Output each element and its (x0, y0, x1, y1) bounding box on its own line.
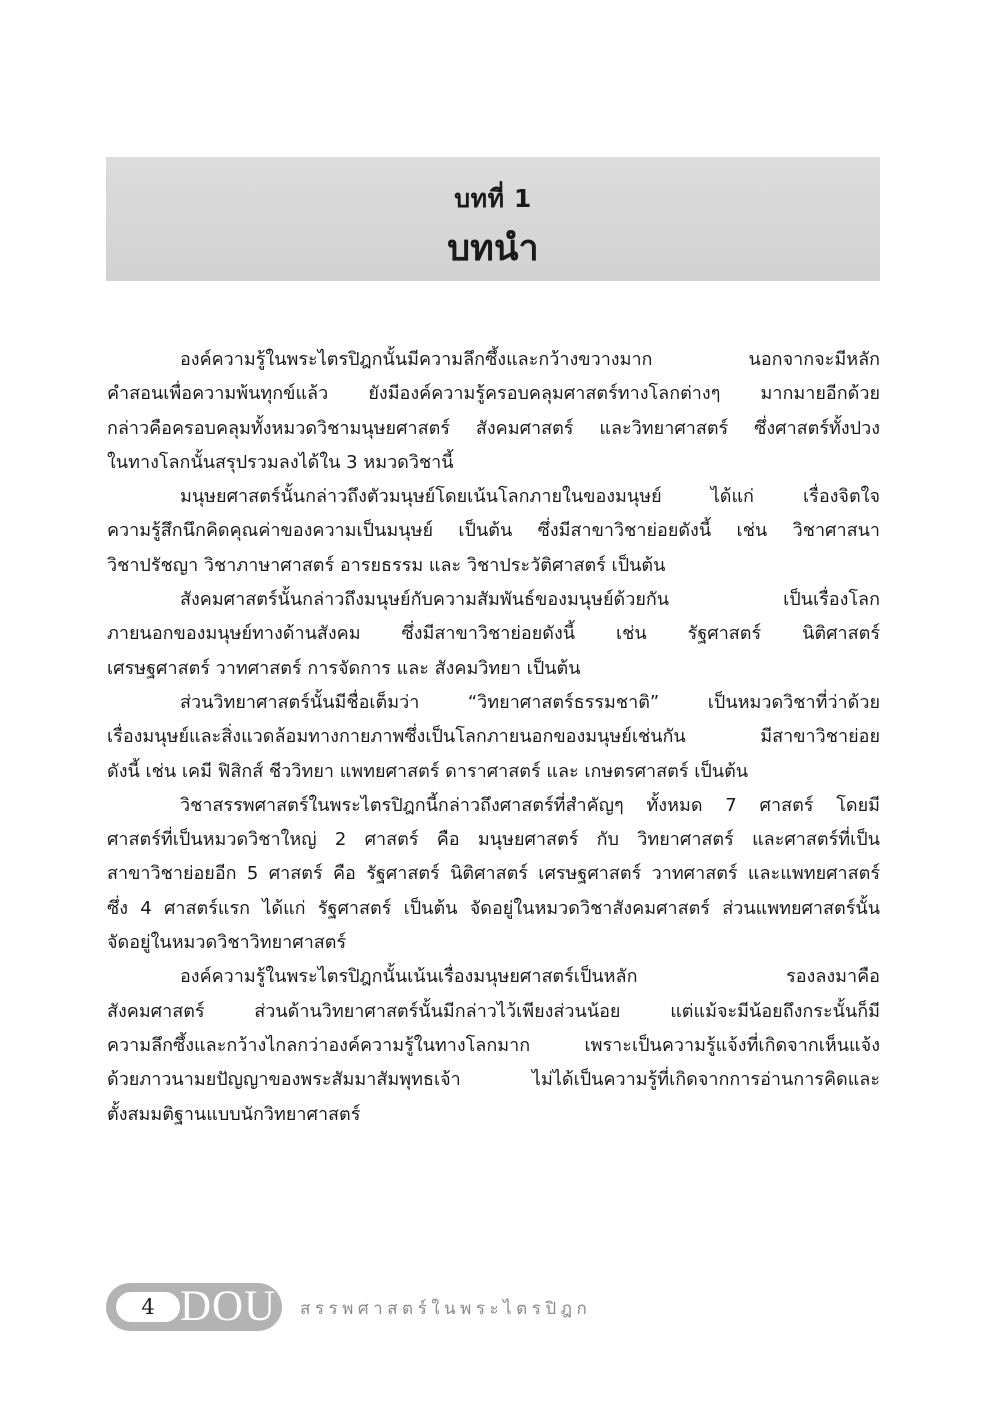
page-number: 4 (116, 1292, 180, 1322)
paragraph-emphasis (107, 960, 880, 1131)
paragraph-science (107, 686, 880, 789)
text-line: ดังนี้ เช่น เคมี ฟิสิกส์ ชีววิทยา แพทยศาสตร์ ดาราศาสตร์ และ เกษตรศาสตร์ เป็นต้น (107, 760, 749, 782)
body-text (107, 343, 880, 1132)
chapter-title: บทนำ (447, 228, 539, 269)
paragraph-intro (107, 343, 880, 480)
text-line: ตั้งสมมติฐานแบบนักวิทยาศาสตร์ (107, 1103, 361, 1125)
text-line: วิชาสรรพศาสตร์ในพระไตรปิฎกนี้กล่าวถึงศาสตร์ที่สำคัญๆ ทั้งหมด 7 ศาสตร์ โดยมี (180, 794, 880, 816)
paragraph-humanities (107, 480, 880, 583)
paragraph-seven-sciences (107, 789, 880, 960)
text-line: สังคมศาสตร์ ส่วนด้านวิทยาศาสตร์นั้นมีกล่าวไว้เพียงส่วนน้อย แต่แม้จะมีน้อยถึงกระนั้นก็มี (107, 1000, 880, 1022)
chapter-banner (106, 157, 880, 281)
text-line: เศรษฐศาสตร์ วาทศาสตร์ การจัดการ และ สังคมวิทยา เป็นต้น (107, 657, 581, 679)
text-line: กล่าวคือครอบคลุมทั้งหมวดวิชามนุษยศาสตร์ สังคมศาสตร์ และวิทยาศาสตร์ ซึ่งศาสตร์ทั้งปวง (107, 417, 880, 439)
text-line: เรื่องมนุษย์และสิ่งแวดล้อมทางกายภาพซึ่งเป็นโลกภายนอกของมนุษย์เช่นกัน มีสาขาวิชาย่อย (107, 726, 880, 748)
text-line: วิชาปรัชญา วิชาภาษาศาสตร์ อารยธรรม และ วิชาประวัติศาสตร์ เป็นต้น (107, 554, 666, 576)
text-line: จัดอยู่ในหมวดวิชาวิทยาศาสตร์ (107, 932, 347, 954)
text-line: ความรู้สึกนึกคิดคุณค่าของความเป็นมนุษย์ เป็นต้น ซึ่งมีสาขาวิชาย่อยดังนี้ เช่น วิชาศาสนา (107, 520, 880, 542)
footer-badge (106, 1283, 282, 1331)
chapter-number: บทที่ 1 (454, 184, 532, 213)
text-line: สาขาวิชาย่อยอีก 5 ศาสตร์ คือ รัฐศาสตร์ นิติศาสตร์ เศรษฐศาสตร์ วาทศาสตร์ และแพทยศาสตร์ (107, 863, 880, 885)
text-line: ความลึกซึ้งและกว้างไกลกว่าองค์ความรู้ในทางโลกมาก เพราะเป็นความรู้แจ้งที่เกิดจากเห็นแจ้ง (107, 1034, 880, 1056)
text-line: ศาสตร์ที่เป็นหมวดวิชาใหญ่ 2 ศาสตร์ คือ มนุษยศาสตร์ กับ วิทยาศาสตร์ และศาสตร์ที่เป็น (107, 829, 880, 851)
text-line: สังคมศาสตร์นั้นกล่าวถึงมนุษย์กับความสัมพันธ์ของมนุษย์ด้วยกัน เป็นเรื่องโลก (180, 589, 880, 611)
text-line: ภายนอกของมนุษย์ทางด้านสังคม ซึ่งมีสาขาวิชาย่อยดังนี้ เช่น รัฐศาสตร์ นิติศาสตร์ (107, 623, 880, 645)
text-line: คำสอนเพื่อความพ้นทุกข์แล้ว ยังมีองค์ความรู้ครอบคลุมศาสตร์ทางโลกต่างๆ มากมายอีกด้วย (107, 383, 880, 405)
text-line: ซึ่ง 4 ศาสตร์แรก ได้แก่ รัฐศาสตร์ เป็นต้น จัดอยู่ในหมวดวิชาสังคมศาสตร์ ส่วนแพทยศาสตร์นั้น (107, 897, 880, 919)
text-line: ในทางโลกนั้นสรุปรวมลงได้ใน 3 หมวดวิชานี้ (107, 451, 454, 473)
text-line: องค์ความรู้ในพระไตรปิฎกนั้นมีความลึกซึ้งและกว้างขวางมาก นอกจากจะมีหลัก (180, 349, 880, 370)
text-line: มนุษยศาสตร์นั้นกล่าวถึงตัวมนุษย์โดยเน้นโลกภายในของมนุษย์ ได้แก่ เรื่องจิตใจ (180, 486, 880, 508)
text-line: องค์ความรู้ในพระไตรปิฎกนั้นเน้นเรื่องมนุษยศาสตร์เป็นหลัก รองลงมาคือ (180, 966, 880, 988)
page-footer (106, 1283, 906, 1331)
text-line: ด้วยภาวนามยปัญญาของพระสัมมาสัมพุทธเจ้า ไม่ได้เป็นความรู้ที่เกิดจากการอ่านการคิดและ (107, 1069, 880, 1091)
paragraph-social-science (107, 583, 880, 686)
book-title: สรรพศาสตร์ในพระไตรปิฎก (300, 1299, 592, 1319)
dou-logo: DOU (180, 1283, 277, 1330)
text-line: ส่วนวิทยาศาสตร์นั้นมีชื่อเต็มว่า “วิทยาศาสตร์ธรรมชาติ” เป็นหมวดวิชาที่ว่าด้วย (180, 691, 880, 713)
